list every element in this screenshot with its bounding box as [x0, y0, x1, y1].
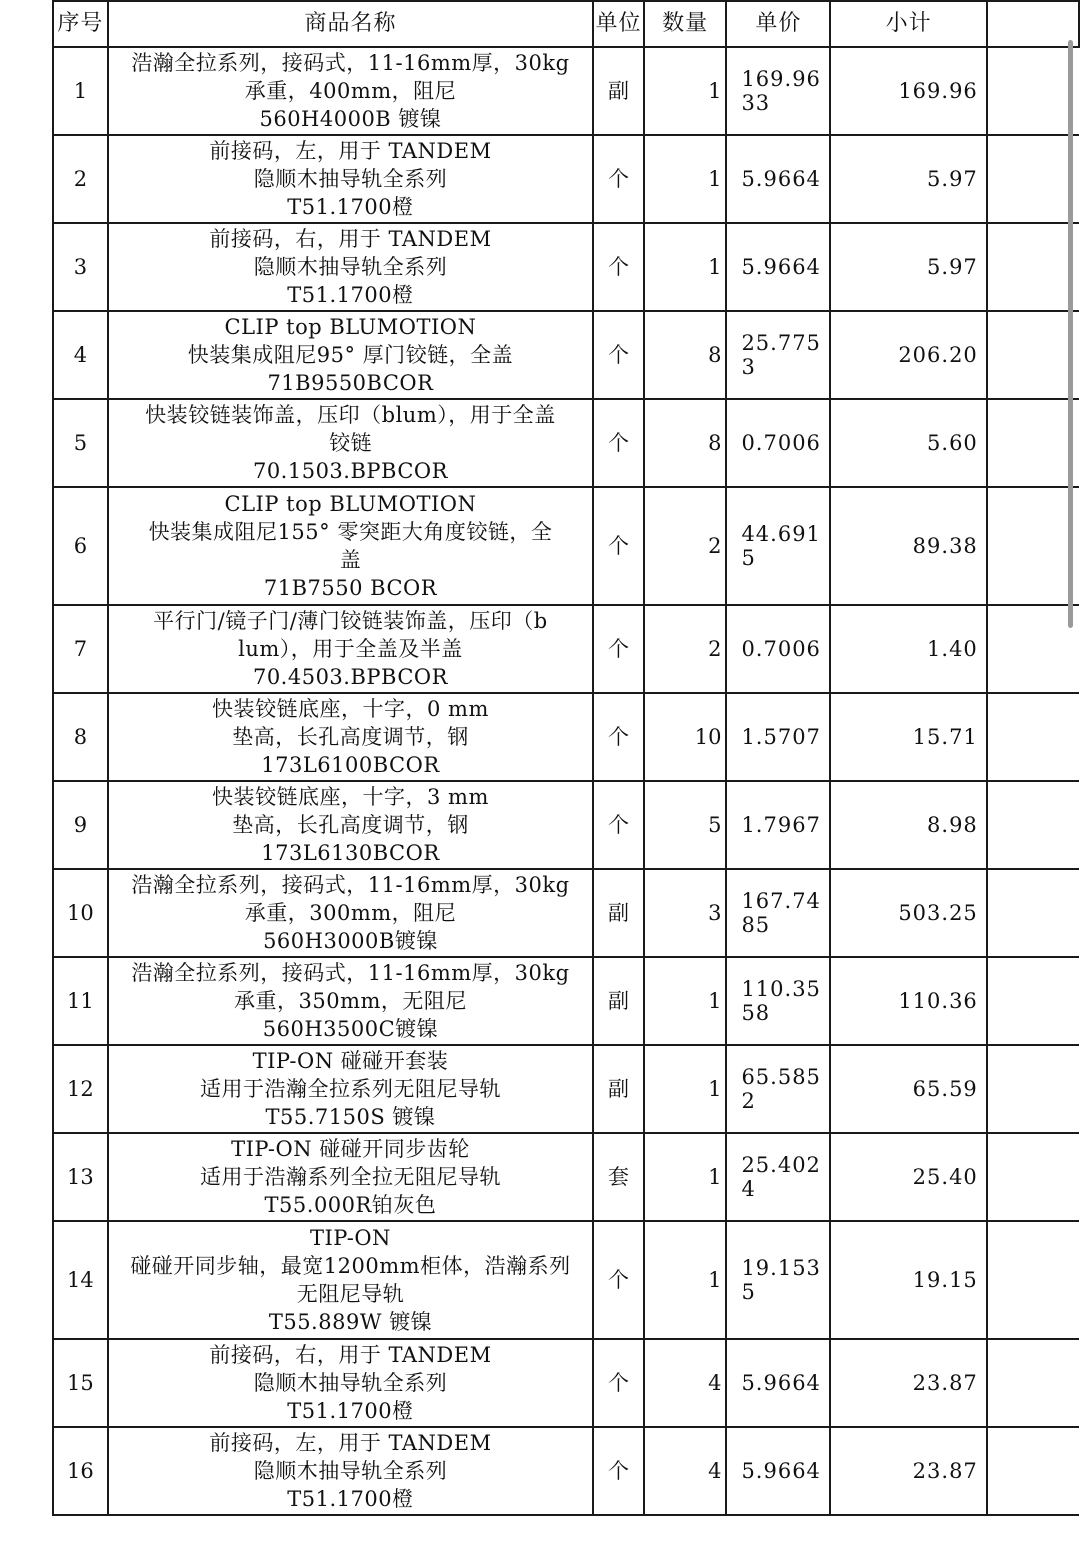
row-unit-price — [726, 223, 830, 311]
row-extra — [987, 957, 1079, 1045]
product-name-line: 适用于浩瀚系列全拉无阻尼导轨 — [199, 1165, 501, 1189]
row-unit: 个 — [593, 781, 644, 869]
row-qty: 1 — [644, 135, 727, 223]
product-name-line: 承重，400mm，阻尼 — [244, 79, 457, 103]
row-qty: 3 — [644, 869, 727, 957]
row-unit-price — [726, 693, 830, 781]
product-name-line: 适用于浩瀚全拉系列无阻尼导轨 — [199, 1077, 501, 1101]
row-seq: 8 — [53, 693, 108, 781]
row-seq: 14 — [53, 1221, 108, 1339]
product-name-line: 560H4000B 镀镍 — [259, 107, 442, 131]
row-product-name — [108, 399, 593, 487]
row-extra — [987, 693, 1079, 781]
unit-price-value: 1.5707 — [741, 725, 821, 749]
row-unit-price — [726, 957, 830, 1045]
row-seq: 7 — [53, 605, 108, 693]
row-extra — [987, 869, 1079, 957]
row-qty: 2 — [644, 487, 727, 605]
row-unit-price — [726, 605, 830, 693]
product-name-line: 前接码，左，用于 TANDEM — [209, 139, 492, 163]
row-subtotal: 89.38 — [830, 487, 986, 605]
row-unit: 个 — [593, 135, 644, 223]
product-name-line: T51.1700橙 — [287, 1399, 414, 1423]
product-name-line: T55.000R铂灰色 — [264, 1193, 437, 1217]
row-product-name — [108, 1339, 593, 1427]
row-seq: 9 — [53, 781, 108, 869]
row-product-name — [108, 957, 593, 1045]
row-subtotal: 8.98 — [830, 781, 986, 869]
row-unit: 个 — [593, 311, 644, 399]
product-name-line: 盖 — [339, 548, 362, 572]
row-product-name — [108, 47, 593, 135]
product-name-line: 前接码，左，用于 TANDEM — [209, 1431, 492, 1455]
product-name-line: 垫高，长孔高度调节，钢 — [232, 813, 469, 837]
product-name-line: lum），用于全盖及半盖 — [238, 637, 463, 661]
product-name-line: 快装集成阻尼155° 零突距大角度铰链，全 — [148, 520, 553, 544]
row-extra — [987, 135, 1079, 223]
row-product-name — [108, 1045, 593, 1133]
unit-price-value: 110.3558 — [741, 977, 821, 1025]
product-name-line: TIP-ON — [309, 1226, 391, 1250]
row-product-name — [108, 1221, 593, 1339]
header-qty: 数量 — [644, 1, 727, 47]
row-qty: 5 — [644, 781, 727, 869]
product-name-line: 前接码，右，用于 TANDEM — [209, 227, 492, 251]
row-subtotal: 65.59 — [830, 1045, 986, 1133]
unit-price-value: 65.5852 — [741, 1065, 821, 1113]
header-subtotal: 小计 — [830, 1, 986, 47]
unit-price-value: 169.9633 — [741, 67, 821, 115]
product-name-line: 无阻尼导轨 — [296, 1282, 405, 1306]
row-unit-price — [726, 781, 830, 869]
header-name: 商品名称 — [108, 1, 593, 47]
table-row — [53, 781, 1079, 869]
row-product-name — [108, 135, 593, 223]
row-subtotal: 206.20 — [830, 311, 986, 399]
row-subtotal: 169.96 — [830, 47, 986, 135]
header-price: 单价 — [726, 1, 830, 47]
row-product-name — [108, 693, 593, 781]
table-row — [53, 47, 1079, 135]
table-row — [53, 1133, 1079, 1221]
row-unit-price — [726, 1427, 830, 1515]
row-unit: 个 — [593, 605, 644, 693]
product-name-line: 70.4503.BPBCOR — [252, 665, 448, 689]
product-name-line: 平行门/镜子门/薄门铰链装饰盖，压印（b — [153, 609, 548, 633]
header-unit: 单位 — [593, 1, 644, 47]
product-name-line: T55.889W 镀镍 — [268, 1310, 433, 1334]
row-seq: 16 — [53, 1427, 108, 1515]
row-extra — [987, 311, 1079, 399]
row-unit: 个 — [593, 693, 644, 781]
product-name-line: 快装铰链装饰盖，压印（blum），用于全盖 — [145, 403, 556, 427]
product-name-line: T51.1700橙 — [287, 195, 414, 219]
product-name-line: 快装铰链底座，十字，3 mm — [212, 785, 489, 809]
row-extra — [987, 781, 1079, 869]
header-extra — [987, 1, 1079, 47]
table-row — [53, 1045, 1079, 1133]
table-row — [53, 311, 1079, 399]
row-qty: 1 — [644, 1045, 727, 1133]
product-name-line: TIP-ON 碰碰开套装 — [252, 1049, 449, 1073]
row-unit-price — [726, 1221, 830, 1339]
product-name-line: 隐顺木抽导轨全系列 — [253, 255, 448, 279]
table-row — [53, 135, 1079, 223]
row-seq: 5 — [53, 399, 108, 487]
row-unit-price — [726, 869, 830, 957]
row-unit-price — [726, 1133, 830, 1221]
row-subtotal: 110.36 — [830, 957, 986, 1045]
row-qty: 8 — [644, 399, 727, 487]
product-name-line: 浩瀚全拉系列，接码式，11-16mm厚，30kg — [131, 961, 570, 985]
row-subtotal: 5.60 — [830, 399, 986, 487]
unit-price-value: 5.9664 — [741, 1371, 821, 1395]
row-extra — [987, 1221, 1079, 1339]
row-unit: 副 — [593, 1045, 644, 1133]
row-extra — [987, 487, 1079, 605]
row-product-name — [108, 1133, 593, 1221]
row-unit: 个 — [593, 487, 644, 605]
product-name-line: 560H3500C镀镍 — [262, 1017, 439, 1041]
row-unit-price — [726, 487, 830, 605]
unit-price-value: 5.9664 — [741, 1459, 821, 1483]
row-seq: 12 — [53, 1045, 108, 1133]
row-seq: 6 — [53, 487, 108, 605]
row-qty: 4 — [644, 1339, 727, 1427]
product-name-line: 前接码，右，用于 TANDEM — [209, 1343, 492, 1367]
row-unit-price — [726, 47, 830, 135]
header-seq: 序号 — [53, 1, 108, 47]
row-subtotal: 1.40 — [830, 605, 986, 693]
row-subtotal: 19.15 — [830, 1221, 986, 1339]
row-extra — [987, 1045, 1079, 1133]
table-row — [53, 223, 1079, 311]
row-unit-price — [726, 135, 830, 223]
row-qty: 10 — [644, 693, 727, 781]
product-name-line: CLIP top BLUMOTION — [224, 315, 477, 339]
row-product-name — [108, 605, 593, 693]
row-subtotal: 23.87 — [830, 1427, 986, 1515]
table-row — [53, 1339, 1079, 1427]
row-subtotal: 5.97 — [830, 135, 986, 223]
product-name-line: T51.1700橙 — [287, 283, 414, 307]
product-name-line: 碰碰开同步轴，最宽1200mm柜体，浩瀚系列 — [130, 1254, 571, 1278]
table-row — [53, 399, 1079, 487]
row-subtotal: 5.97 — [830, 223, 986, 311]
row-seq: 13 — [53, 1133, 108, 1221]
product-name-line: 承重，350mm，无阻尼 — [233, 989, 467, 1013]
product-name-line: TIP-ON 碰碰开同步齿轮 — [231, 1137, 470, 1161]
row-subtotal: 15.71 — [830, 693, 986, 781]
product-name-line: 垫高，长孔高度调节，钢 — [232, 725, 469, 749]
unit-price-value: 19.1535 — [741, 1256, 821, 1304]
table-row — [53, 869, 1079, 957]
row-unit: 套 — [593, 1133, 644, 1221]
row-subtotal: 23.87 — [830, 1339, 986, 1427]
table-row — [53, 693, 1079, 781]
row-unit-price — [726, 1339, 830, 1427]
unit-price-value: 0.7006 — [741, 637, 821, 661]
row-subtotal: 25.40 — [830, 1133, 986, 1221]
row-unit-price — [726, 311, 830, 399]
product-name-line: 浩瀚全拉系列，接码式，11-16mm厚，30kg — [131, 51, 570, 75]
row-qty: 8 — [644, 311, 727, 399]
row-unit: 个 — [593, 399, 644, 487]
row-product-name — [108, 781, 593, 869]
row-unit: 个 — [593, 1339, 644, 1427]
row-unit: 个 — [593, 1427, 644, 1515]
row-seq: 3 — [53, 223, 108, 311]
row-extra — [987, 1339, 1079, 1427]
row-qty: 1 — [644, 1133, 727, 1221]
product-name-line: 铰链 — [328, 431, 372, 455]
product-name-line: CLIP top BLUMOTION — [224, 492, 477, 516]
row-qty: 1 — [644, 223, 727, 311]
row-product-name — [108, 223, 593, 311]
row-product-name — [108, 1427, 593, 1515]
product-name-line: 隐顺木抽导轨全系列 — [253, 1371, 448, 1395]
product-name-line: 承重，300mm，阻尼 — [244, 901, 457, 925]
row-unit: 副 — [593, 957, 644, 1045]
product-name-line: T55.7150S 镀镍 — [265, 1105, 436, 1129]
quote-table — [52, 0, 1080, 1516]
row-seq: 2 — [53, 135, 108, 223]
product-name-line: 71B9550BCOR — [267, 371, 434, 395]
unit-price-value: 1.7967 — [741, 813, 821, 837]
row-seq: 4 — [53, 311, 108, 399]
row-seq: 10 — [53, 869, 108, 957]
vertical-scrollbar[interactable] — [1068, 40, 1073, 628]
table-row — [53, 957, 1079, 1045]
table-body — [53, 47, 1079, 1515]
row-qty: 1 — [644, 47, 727, 135]
unit-price-value: 5.9664 — [741, 167, 821, 191]
row-product-name — [108, 869, 593, 957]
row-extra — [987, 399, 1079, 487]
product-name-line: 快装集成阻尼95° 厚门铰链，全盖 — [187, 343, 514, 367]
row-extra — [987, 223, 1079, 311]
table-row — [53, 1221, 1079, 1339]
row-qty: 2 — [644, 605, 727, 693]
row-extra — [987, 1133, 1079, 1221]
table-row — [53, 605, 1079, 693]
row-qty: 1 — [644, 957, 727, 1045]
table-row — [53, 487, 1079, 605]
row-extra — [987, 47, 1079, 135]
row-unit: 副 — [593, 869, 644, 957]
row-unit: 个 — [593, 1221, 644, 1339]
product-name-line: 173L6130BCOR — [261, 841, 440, 865]
unit-price-value: 44.6915 — [741, 522, 821, 570]
unit-price-value: 0.7006 — [741, 431, 821, 455]
row-extra — [987, 1427, 1079, 1515]
unit-price-value: 167.7485 — [741, 889, 821, 937]
row-unit: 个 — [593, 223, 644, 311]
product-name-line: 浩瀚全拉系列，接码式，11-16mm厚，30kg — [131, 873, 570, 897]
row-seq: 15 — [53, 1339, 108, 1427]
row-qty: 4 — [644, 1427, 727, 1515]
row-subtotal: 503.25 — [830, 869, 986, 957]
table-row — [53, 1427, 1079, 1515]
row-product-name — [108, 311, 593, 399]
product-name-line: 173L6100BCOR — [261, 753, 440, 777]
row-unit-price — [726, 1045, 830, 1133]
product-name-line: 560H3000B镀镍 — [263, 929, 438, 953]
product-name-line: 隐顺木抽导轨全系列 — [253, 1459, 448, 1483]
row-unit: 副 — [593, 47, 644, 135]
row-qty: 1 — [644, 1221, 727, 1339]
product-name-line: T51.1700橙 — [287, 1487, 414, 1511]
header-row — [53, 1, 1079, 47]
unit-price-value: 25.4024 — [741, 1153, 821, 1201]
product-name-line: 71B7550 BCOR — [263, 576, 438, 600]
product-name-line: 70.1503.BPBCOR — [252, 459, 448, 483]
row-seq: 11 — [53, 957, 108, 1045]
row-extra — [987, 605, 1079, 693]
row-unit-price — [726, 399, 830, 487]
product-name-line: 快装铰链底座，十字，0 mm — [212, 697, 489, 721]
unit-price-value: 5.9664 — [741, 255, 821, 279]
product-name-line: 隐顺木抽导轨全系列 — [253, 167, 448, 191]
row-product-name — [108, 487, 593, 605]
unit-price-value: 25.7753 — [741, 331, 821, 379]
row-seq: 1 — [53, 47, 108, 135]
